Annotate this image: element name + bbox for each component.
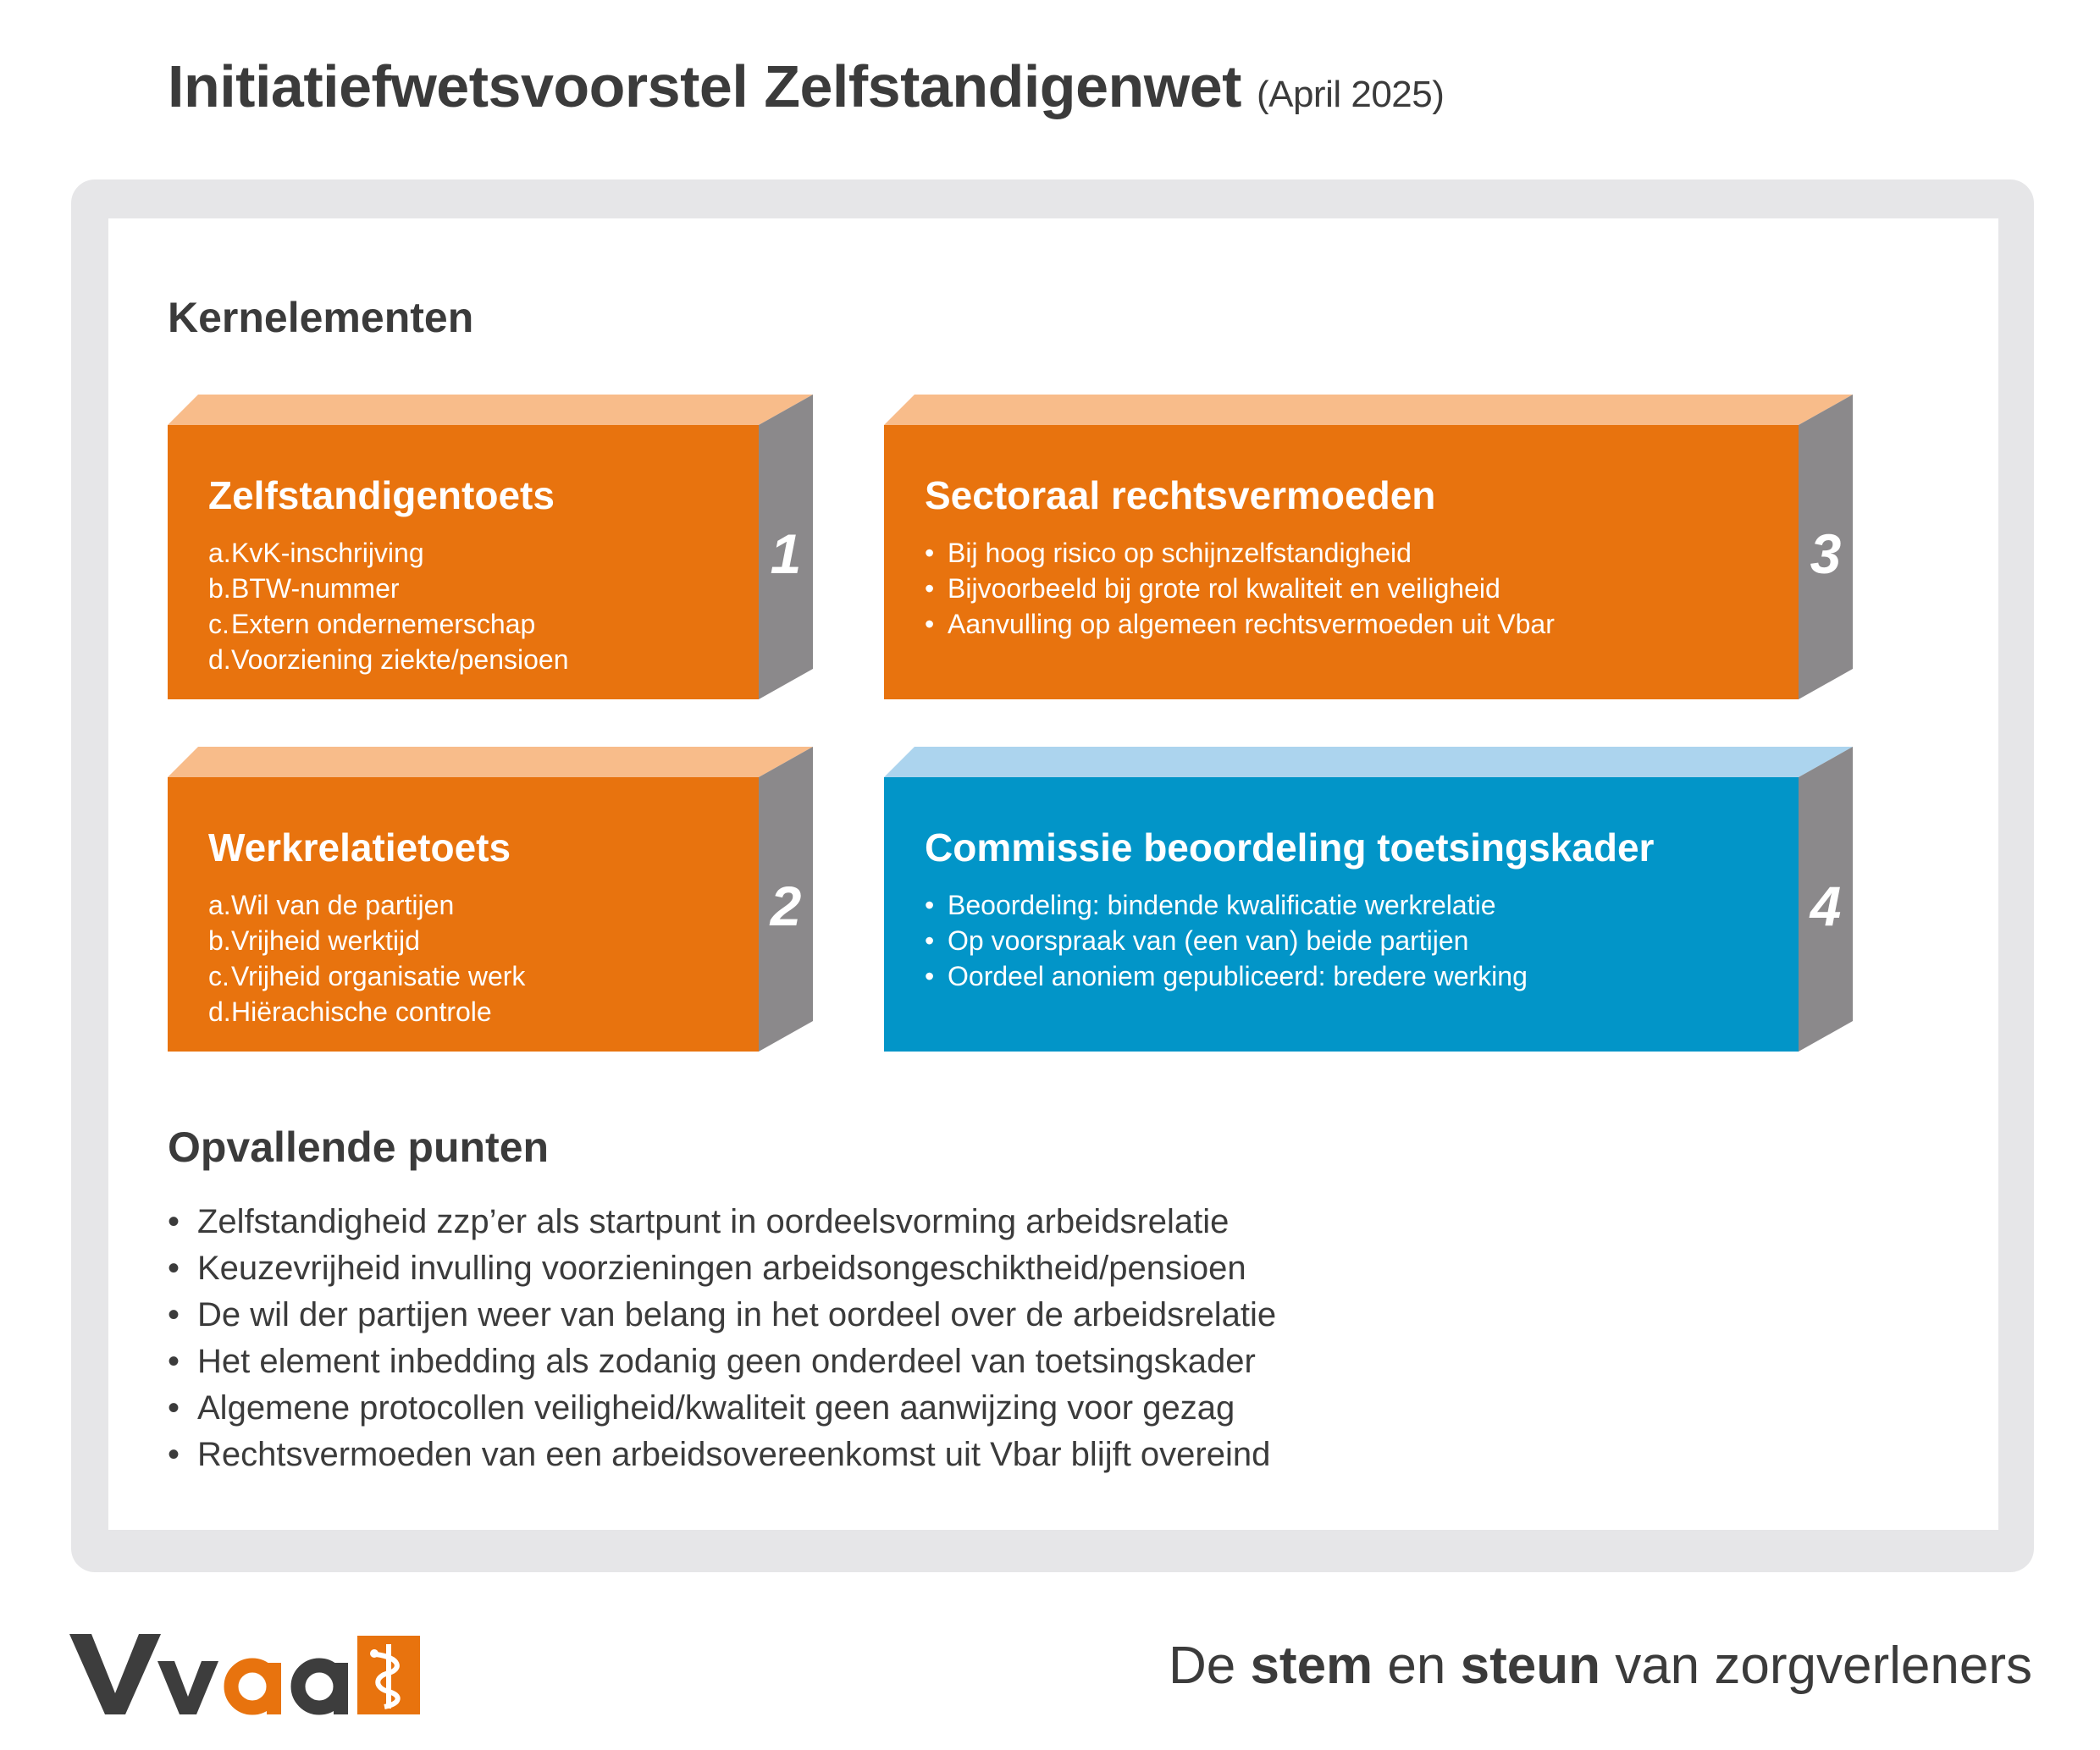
list-marker: • xyxy=(925,609,935,639)
list-item-text: Hiërachische controle xyxy=(231,996,492,1027)
list-marker: • xyxy=(925,890,935,920)
list-item xyxy=(168,1385,1276,1432)
bullet-marker: • xyxy=(168,1343,180,1380)
point-text: Zelfstandigheid zzp’er als startpunt in oordeelsvorming arbeidsrelatie xyxy=(197,1203,1230,1240)
list-item xyxy=(208,923,759,958)
block-number: 3 xyxy=(1810,522,1842,585)
block-title: Commissie beoordeling toetsingskader xyxy=(925,825,1655,869)
tagline-text: De xyxy=(1168,1637,1251,1695)
block-top-face xyxy=(168,747,813,777)
list-marker: c. xyxy=(208,609,229,639)
list-item-text: Vrijheid organisatie werk xyxy=(231,961,526,991)
list-marker: • xyxy=(925,538,935,568)
notable-points-list xyxy=(168,1199,1276,1478)
list-item xyxy=(168,1245,1276,1292)
block-number: 4 xyxy=(1810,875,1842,937)
list-item-text: KvK-inschrijving xyxy=(231,538,424,568)
block-front xyxy=(168,777,759,1052)
list-item xyxy=(925,535,1799,571)
block-list xyxy=(925,535,1799,642)
bullet-marker: • xyxy=(168,1296,180,1333)
list-item xyxy=(208,571,759,606)
list-marker: d. xyxy=(208,996,231,1027)
point-text: Het element inbedding als zodanig geen onderdeel van toetsingskader xyxy=(197,1343,1256,1380)
list-item xyxy=(925,571,1799,606)
block-list xyxy=(925,887,1799,994)
block-front xyxy=(168,425,759,699)
point-text: De wil der partijen weer van belang in het oordeel over de arbeidsrelatie xyxy=(197,1296,1277,1333)
title-date: (April 2025) xyxy=(1256,74,1445,115)
list-item xyxy=(925,923,1799,958)
list-item xyxy=(925,606,1799,642)
list-item-text: Beoordeling: bindende kwalificatie werkrelatie xyxy=(948,890,1496,920)
block-zelfstandigentoets xyxy=(168,395,813,699)
tagline-text: en xyxy=(1373,1637,1461,1695)
list-item xyxy=(925,887,1799,923)
section-title-opvallende-punten: Opvallende punten xyxy=(168,1123,550,1171)
list-marker: • xyxy=(925,925,935,956)
list-item xyxy=(208,535,759,571)
staff-of-asclepius-icon xyxy=(357,1636,420,1714)
list-item xyxy=(925,958,1799,994)
vvaa-logo xyxy=(69,1626,442,1723)
block-top-face xyxy=(168,395,813,425)
list-marker: a. xyxy=(208,890,231,920)
list-item-text: Extern ondernemerschap xyxy=(231,609,536,639)
block-werkrelatietoets xyxy=(168,747,813,1052)
list-marker: d. xyxy=(208,644,231,675)
block-title: Sectoraal rechtsvermoeden xyxy=(925,473,1436,517)
block-commissie-beoordeling xyxy=(884,747,1853,1052)
title-text: Initiatiefwetsvoorstel Zelfstandigenwet xyxy=(168,53,1241,119)
list-item xyxy=(168,1432,1276,1478)
list-item-text: Bijvoorbeeld bij grote rol kwaliteit en veiligheid xyxy=(948,573,1500,604)
list-item xyxy=(208,642,759,677)
list-item-text: Voorziening ziekte/pensioen xyxy=(231,644,569,675)
list-item xyxy=(208,994,759,1030)
point-text: Rechtsvermoeden van een arbeidsovereenkomst uit Vbar blijft overeind xyxy=(197,1436,1271,1473)
tagline xyxy=(1169,1636,2032,1696)
bullet-marker: • xyxy=(168,1436,180,1473)
tagline-text: van zorgverleners xyxy=(1600,1637,2032,1695)
block-sectoraal-rechtsvermoeden xyxy=(884,395,1853,699)
block-number: 1 xyxy=(770,522,802,585)
list-item xyxy=(168,1339,1276,1385)
list-item-text: BTW-nummer xyxy=(231,573,400,604)
list-item-text: Bij hoog risico op schijnzelfstandigheid xyxy=(948,538,1412,568)
block-front xyxy=(884,425,1799,699)
block-list xyxy=(208,535,759,677)
block-number: 2 xyxy=(770,875,802,937)
list-marker: c. xyxy=(208,961,229,991)
list-item xyxy=(208,958,759,994)
vvaa-logo-graphic xyxy=(69,1626,442,1719)
list-marker: • xyxy=(925,573,935,604)
list-item-text: Wil van de partijen xyxy=(231,890,455,920)
block-top-face xyxy=(884,395,1853,425)
list-marker: b. xyxy=(208,573,231,604)
block-list xyxy=(208,887,759,1030)
bullet-marker: • xyxy=(168,1203,180,1240)
list-item-text: Op voorspraak van (een van) beide partijen xyxy=(948,925,1469,956)
point-text: Keuzevrijheid invulling voorzieningen arbeidsongeschiktheid/pensioen xyxy=(197,1250,1246,1287)
block-top-face xyxy=(884,747,1853,777)
list-item-text: Aanvulling op algemeen rechtsvermoeden uit Vbar xyxy=(948,609,1555,639)
list-marker: a. xyxy=(208,538,231,568)
list-item xyxy=(168,1292,1276,1339)
tagline-bold-stem: stem xyxy=(1250,1637,1373,1695)
point-text: Algemene protocollen veiligheid/kwaliteit geen aanwijzing voor gezag xyxy=(197,1389,1235,1427)
block-title: Werkrelatietoets xyxy=(208,825,511,869)
tagline-bold-steun: steun xyxy=(1460,1637,1600,1695)
page-title xyxy=(168,52,1444,120)
block-front xyxy=(884,777,1799,1052)
list-item-text: Vrijheid werktijd xyxy=(231,925,420,956)
block-title: Zelfstandigentoets xyxy=(208,473,555,517)
list-marker: • xyxy=(925,961,935,991)
bullet-marker: • xyxy=(168,1250,180,1287)
list-item-text: Oordeel anoniem gepubliceerd: bredere werking xyxy=(948,961,1528,991)
bullet-marker: • xyxy=(168,1389,180,1427)
list-item xyxy=(168,1199,1276,1245)
section-title-kernelementen: Kernelementen xyxy=(168,294,474,341)
list-item xyxy=(208,606,759,642)
list-marker: b. xyxy=(208,925,231,956)
list-item xyxy=(208,887,759,923)
